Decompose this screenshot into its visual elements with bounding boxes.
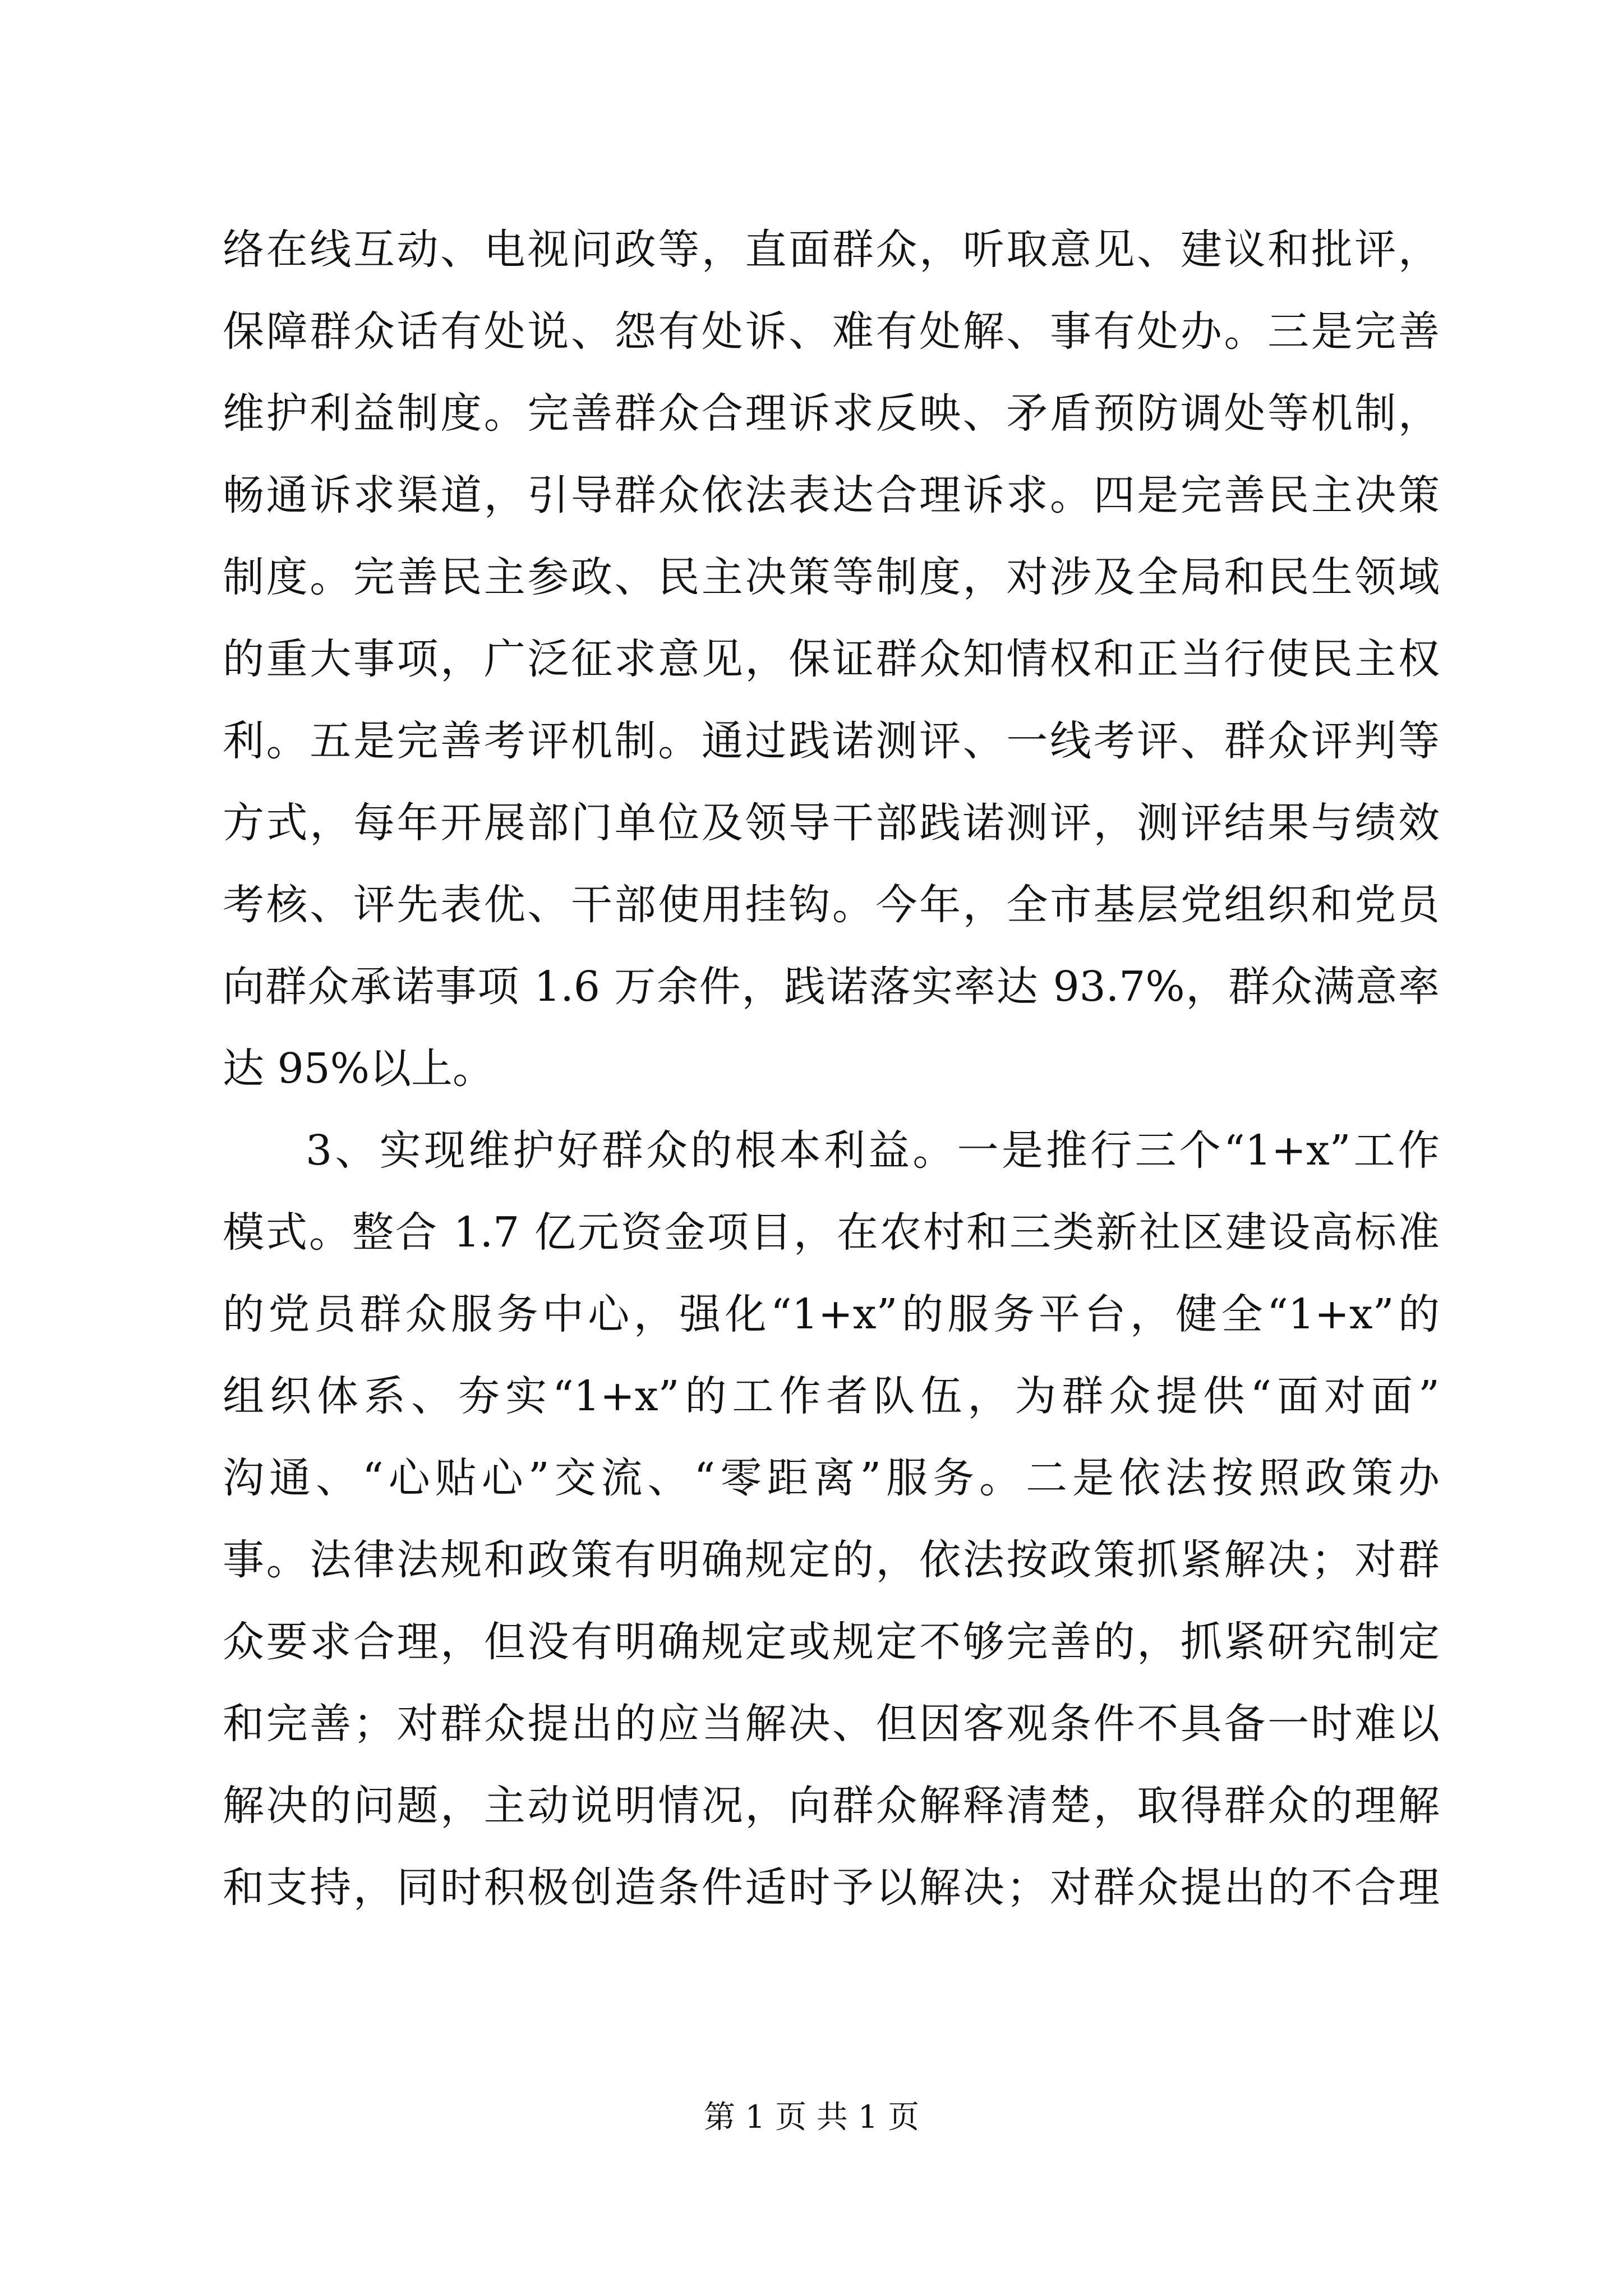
text-line: 模式。整合 1.7 亿元资金项目，在农村和三类新社区建设高标准 xyxy=(223,1208,1440,1257)
text-line: 畅通诉求渠道，引导群众依法表达合理诉求。四是完善民主决策 xyxy=(223,471,1440,519)
text-line: 方式，每年开展部门单位及领导干部践诺测评，测评结果与绩效 xyxy=(223,799,1440,847)
text-line: 沟通、“心贴心”交流、“零距离”服务。二是依法按照政策办 xyxy=(223,1454,1440,1502)
text-line: 组织体系、夯实“1+x”的工作者队伍，为群众提供“面对面” xyxy=(223,1372,1440,1420)
text-line: 制度。完善民主参政、民主决策等制度，对涉及全局和民生领域 xyxy=(223,553,1440,601)
text-line: 的党员群众服务中心，强化“1+x”的服务平台，健全“1+x”的 xyxy=(223,1290,1440,1338)
page-footer xyxy=(0,2095,1623,2140)
text-line: 保障群众话有处说、怨有处诉、难有处解、事有处办。三是完善 xyxy=(223,307,1440,356)
text-line: 考核、评先表优、干部使用挂钩。今年，全市基层党组织和党员 xyxy=(223,881,1440,929)
paragraph-start-line: 3、实现维护好群众的根本利益。一是推行三个“1+x”工作 xyxy=(306,1126,1440,1175)
text-line: 维护利益制度。完善群众合理诉求反映、矛盾预防调处等机制， xyxy=(223,389,1440,438)
text-line: 利。五是完善考评机制。通过践诺测评、一线考评、群众评判等 xyxy=(223,717,1440,765)
text-line: 向群众承诺事项 1.6 万余件，践诺落实率达 93.7%，群众满意率 xyxy=(223,963,1440,1011)
text-line: 解决的问题，主动说明情况，向群众解释清楚，取得群众的理解 xyxy=(223,1782,1440,1830)
text-line: 事。法律法规和政策有明确规定的，依法按政策抓紧解决；对群 xyxy=(223,1536,1440,1584)
text-line: 和支持，同时积极创造条件适时予以解决；对群众提出的不合理 xyxy=(223,1864,1440,1912)
text-line: 的重大事项，广泛征求意见，保证群众知情权和正当行使民主权 xyxy=(223,635,1440,683)
text-line: 众要求合理，但没有明确规定或规定不够完善的，抓紧研究制定 xyxy=(223,1618,1440,1666)
text-line: 络在线互动、电视问政等，直面群众，听取意见、建议和批评， xyxy=(223,226,1440,274)
text-line: 和完善；对群众提出的应当解决、但因客观条件不具备一时难以 xyxy=(223,1700,1440,1748)
text-line: 达 95%以上。 xyxy=(223,1045,494,1093)
page-number: 第 1 页 共 1 页 xyxy=(703,2099,920,2136)
document-body xyxy=(223,209,1440,1929)
